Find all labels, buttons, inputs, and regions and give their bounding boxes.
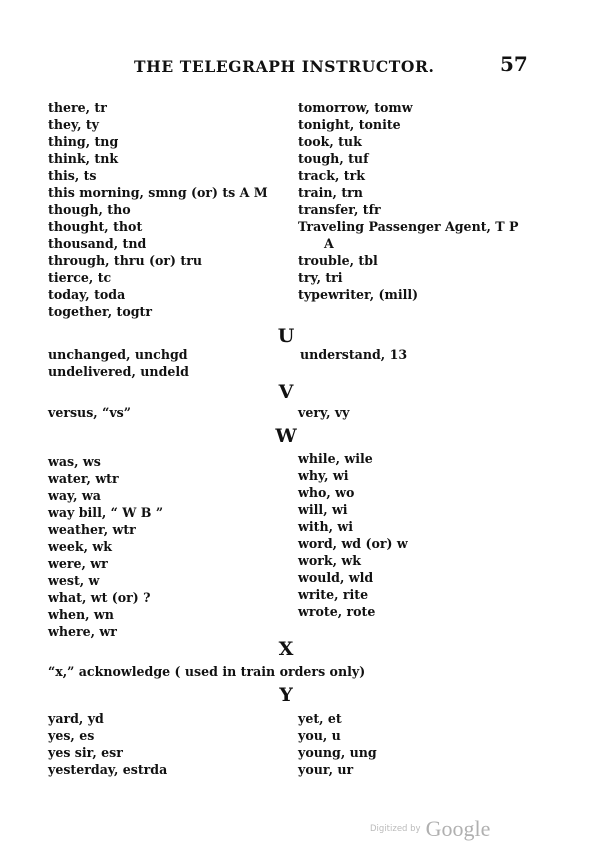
entry-continuation: A — [324, 236, 334, 251]
entry: way bill, “ W B ” — [48, 505, 164, 520]
entry: yesterday, estrda — [48, 762, 168, 777]
google-logo: Google — [425, 816, 491, 841]
running-title: THE TELEGRAPH INSTRUCTOR. — [134, 57, 435, 76]
entry: would, wld — [298, 570, 374, 585]
entry: try, tri — [298, 270, 343, 285]
entry: wrote, rote — [298, 604, 376, 619]
entry: undelivered, undeld — [48, 364, 189, 379]
entry: versus, “vs” — [48, 405, 131, 420]
y-left-column — [48, 710, 167, 778]
entry: tough, tuf — [298, 151, 369, 166]
entry: word, wd (or) w — [298, 536, 408, 551]
entry: tonight, tonite — [298, 117, 401, 132]
entry: very, vy — [298, 405, 350, 420]
entry: you, u — [298, 728, 341, 743]
entry: today, toda — [48, 287, 126, 302]
t-left-column — [48, 99, 268, 320]
entry: tierce, tc — [48, 270, 112, 285]
page-number: 57 — [500, 52, 528, 76]
entry: Traveling Passenger Agent, T P — [298, 219, 519, 234]
w-right-column — [298, 450, 408, 620]
entry: unchanged, unchgd — [48, 347, 188, 362]
entry: together, togtr — [48, 304, 152, 319]
entry: thought, thot — [48, 219, 143, 234]
section-letter-u: U — [277, 325, 295, 347]
entry: who, wo — [298, 485, 355, 500]
entry: yes sir, esr — [48, 745, 123, 760]
entry: this, ts — [48, 168, 97, 183]
entry: transfer, tfr — [298, 202, 381, 217]
entry: work, wk — [298, 553, 361, 568]
entry: why, wi — [298, 468, 349, 483]
entry: water, wtr — [48, 471, 119, 486]
entry: way, wa — [48, 488, 101, 503]
entry: were, wr — [48, 556, 108, 571]
u-left-column — [48, 346, 189, 380]
entry: when, wn — [48, 607, 114, 622]
x-entry: “x,” acknowledge ( used in train orders only) — [48, 664, 366, 679]
entry: tomorrow, tomw — [298, 100, 413, 115]
entry: trouble, tbl — [298, 253, 378, 268]
entry: train, trn — [298, 185, 363, 200]
entry: took, tuk — [298, 134, 362, 149]
entry: yes, es — [48, 728, 95, 743]
entry: while, wile — [298, 451, 373, 466]
entry: typewriter, (mill) — [298, 287, 419, 302]
entry: understand, 13 — [300, 347, 408, 362]
y-right-column — [298, 710, 377, 778]
entry: where, wr — [48, 624, 117, 639]
entry: your, ur — [298, 762, 354, 777]
entry: thing, tng — [48, 134, 119, 149]
entry: what, wt (or) ? — [48, 590, 151, 605]
entry: track, trk — [298, 168, 365, 183]
entry: weather, wtr — [48, 522, 136, 537]
section-letter-x: X — [278, 638, 294, 660]
entry: west, w — [48, 573, 100, 588]
entry: they, ty — [48, 117, 100, 132]
entry: will, wi — [298, 502, 348, 517]
section-letter-w: W — [275, 425, 297, 447]
entry: with, wi — [298, 519, 353, 534]
digitized-watermark — [370, 816, 490, 842]
entry: thousand, tnd — [48, 236, 147, 251]
entry: there, tr — [48, 100, 107, 115]
entry: think, tnk — [48, 151, 119, 166]
entry: was, ws — [48, 454, 101, 469]
page-header — [0, 52, 614, 82]
entry: yet, et — [298, 711, 342, 726]
section-letter-v: V — [278, 381, 294, 403]
entry: though, tho — [48, 202, 131, 217]
entry: week, wk — [48, 539, 112, 554]
entry: this morning, smng (or) ts A M — [48, 185, 268, 200]
entry: yard, yd — [48, 711, 104, 726]
t-right-column — [298, 99, 519, 303]
v-right-column — [298, 404, 349, 421]
u-right-column — [300, 346, 407, 363]
entry: through, thru (or) tru — [48, 253, 202, 268]
section-letter-y: Y — [279, 684, 293, 706]
w-left-column — [48, 453, 163, 640]
digitized-by-label: Digitized by — [370, 824, 421, 834]
entry: young, ung — [298, 745, 377, 760]
v-left-column — [48, 404, 131, 421]
entry: write, rite — [298, 587, 369, 602]
